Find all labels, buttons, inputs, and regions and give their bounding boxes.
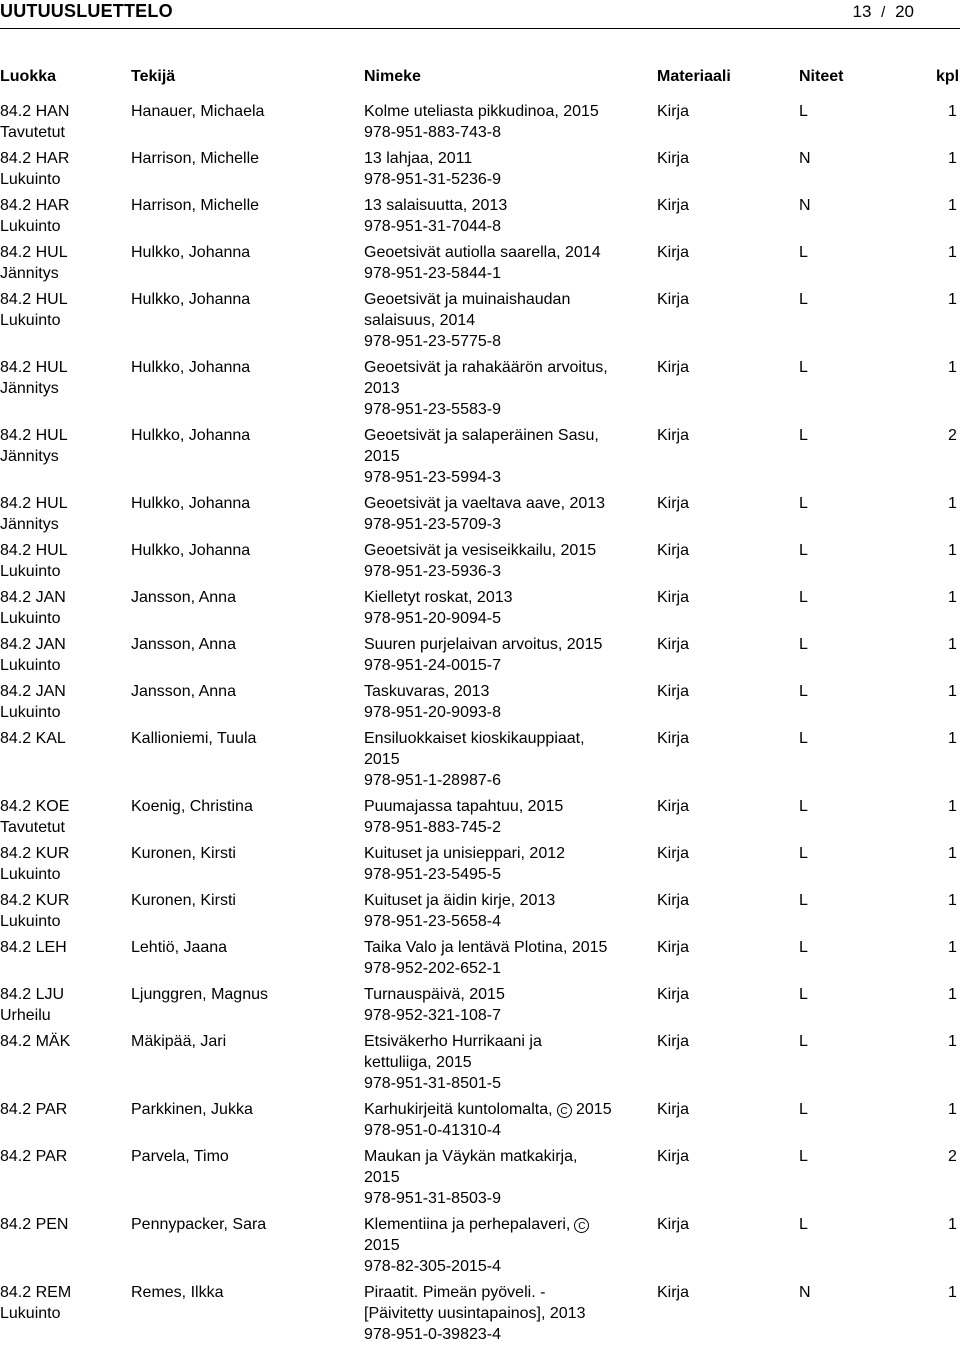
class-code: 84.2 KOE: [0, 798, 70, 815]
class-code: 84.2 JAN: [0, 683, 66, 700]
count-cell: 1: [948, 1033, 957, 1050]
isbn: 978-951-23-5495-5: [364, 866, 501, 883]
copies-type-cell: L: [799, 798, 808, 815]
class-code: 84.2 LJU: [0, 986, 65, 1003]
title-cell: [364, 195, 649, 237]
author-cell: Parvela, Timo: [131, 1148, 229, 1165]
title-line: Suuren purjelaivan arvoitus, 2015: [364, 636, 603, 653]
author-cell: Hulkko, Johanna: [131, 244, 251, 261]
luokka-cell: [0, 890, 120, 932]
luokka-cell: [0, 984, 120, 1026]
material-cell: Kirja: [657, 103, 690, 120]
copies-type-cell: L: [799, 589, 808, 606]
title-cell: [364, 357, 649, 420]
title-line: Ensiluokkaiset kioskikauppiaat,: [364, 730, 585, 747]
luokka-cell: [0, 493, 120, 535]
count-cell: 1: [948, 798, 957, 815]
material-cell: Kirja: [657, 589, 690, 606]
luokka-cell: [0, 540, 120, 582]
material-cell: Kirja: [657, 1216, 690, 1233]
isbn: 978-951-23-5994-3: [364, 469, 501, 486]
title-line: 2015: [364, 1237, 400, 1254]
copies-type-cell: L: [799, 427, 808, 444]
title-cell: [364, 587, 649, 629]
author-cell: Kallioniemi, Tuula: [131, 730, 257, 747]
count-cell: 1: [948, 359, 957, 376]
copyright-icon: C: [557, 1103, 572, 1118]
material-cell: Kirja: [657, 939, 690, 956]
copies-type-cell: L: [799, 291, 808, 308]
author-cell: Jansson, Anna: [131, 683, 236, 700]
luokka-cell: [0, 289, 120, 331]
title-cell: [364, 890, 649, 932]
isbn: 978-952-202-652-1: [364, 960, 501, 977]
page-separator: /: [881, 4, 886, 21]
class-category: Lukuinto: [0, 1305, 61, 1322]
title-line: Turnauspäivä, 2015: [364, 986, 505, 1003]
material-cell: Kirja: [657, 542, 690, 559]
luokka-cell: [0, 796, 120, 838]
class-code: 84.2 MÄK: [0, 1033, 71, 1050]
class-category: Lukuinto: [0, 218, 61, 235]
title-line: Geoetsivät ja muinaishaudan: [364, 291, 571, 308]
count-cell: 1: [948, 1284, 957, 1301]
luokka-cell: [0, 357, 120, 399]
class-code: 84.2 HUL: [0, 359, 68, 376]
copies-type-cell: L: [799, 683, 808, 700]
copies-type-cell: N: [799, 197, 811, 214]
author-cell: Mäkipää, Jari: [131, 1033, 227, 1050]
title-line: Etsiväkerho Hurrikaani ja: [364, 1033, 542, 1050]
class-code: 84.2 PAR: [0, 1101, 68, 1118]
class-code: 84.2 HUL: [0, 291, 68, 308]
title-cell: [364, 493, 649, 535]
title-cell: [364, 1031, 649, 1094]
title-cell: [364, 242, 649, 284]
luokka-cell: [0, 1282, 120, 1324]
author-cell: Hulkko, Johanna: [131, 495, 251, 512]
title-line: Geoetsivät ja vaeltava aave, 2013: [364, 495, 606, 512]
title-cell: [364, 937, 649, 979]
class-code: 84.2 HUL: [0, 542, 68, 559]
class-code: 84.2 LEH: [0, 939, 67, 956]
material-cell: Kirja: [657, 244, 690, 261]
title-line: 2015: [364, 448, 400, 465]
material-cell: Kirja: [657, 197, 690, 214]
class-code: 84.2 HUL: [0, 244, 68, 261]
luokka-cell: [0, 634, 120, 676]
author-cell: Ljunggren, Magnus: [131, 986, 268, 1003]
count-cell: 1: [948, 103, 957, 120]
material-cell: Kirja: [657, 730, 690, 747]
count-cell: 1: [948, 986, 957, 1003]
luokka-cell: [0, 843, 120, 885]
isbn: 978-951-20-9093-8: [364, 704, 501, 721]
luokka-cell: [0, 425, 120, 467]
class-code: 84.2 HAR: [0, 197, 70, 214]
count-cell: 1: [948, 589, 957, 606]
count-cell: 1: [948, 1216, 957, 1233]
count-cell: 1: [948, 683, 957, 700]
author-cell: Hulkko, Johanna: [131, 542, 251, 559]
material-cell: Kirja: [657, 150, 690, 167]
class-code: 84.2 HUL: [0, 495, 68, 512]
isbn: 978-951-31-5236-9: [364, 171, 501, 188]
material-cell: Kirja: [657, 427, 690, 444]
copies-type-cell: L: [799, 1216, 808, 1233]
class-code: 84.2 KUR: [0, 892, 70, 909]
luokka-cell: [0, 1214, 120, 1235]
copies-type-cell: L: [799, 939, 808, 956]
material-cell: Kirja: [657, 986, 690, 1003]
luokka-cell: [0, 1099, 120, 1120]
luokka-cell: [0, 195, 120, 237]
copies-type-cell: N: [799, 150, 811, 167]
count-cell: 1: [948, 1101, 957, 1118]
class-code: 84.2 KAL: [0, 730, 66, 747]
class-category: Jännitys: [0, 516, 59, 533]
author-cell: Hanauer, Michaela: [131, 103, 265, 120]
title-line: [Päivitetty uusintapainos], 2013: [364, 1305, 586, 1322]
count-cell: 1: [948, 244, 957, 261]
count-cell: 1: [948, 636, 957, 653]
copies-type-cell: L: [799, 542, 808, 559]
title-cell: [364, 425, 649, 488]
title-line: Geoetsivät autiolla saarella, 2014: [364, 244, 601, 261]
page-total: 20: [895, 2, 914, 21]
isbn: 978-951-20-9094-5: [364, 610, 501, 627]
copies-type-cell: L: [799, 359, 808, 376]
class-category: Lukuinto: [0, 704, 61, 721]
luokka-cell: [0, 728, 120, 749]
material-cell: Kirja: [657, 1284, 690, 1301]
copyright-icon: C: [574, 1218, 589, 1233]
copies-type-cell: L: [799, 1148, 808, 1165]
title-line: kettuliiga, 2015: [364, 1054, 472, 1071]
copies-type-cell: L: [799, 495, 808, 512]
author-cell: Hulkko, Johanna: [131, 291, 251, 308]
author-cell: Jansson, Anna: [131, 589, 236, 606]
title-line: 13 lahjaa, 2011: [364, 150, 473, 167]
author-cell: Harrison, Michelle: [131, 150, 260, 167]
isbn: 978-951-23-5583-9: [364, 401, 501, 418]
title-cell: [364, 1282, 649, 1345]
material-cell: Kirja: [657, 1148, 690, 1165]
title-cell: [364, 148, 649, 190]
material-cell: Kirja: [657, 291, 690, 308]
author-cell: Jansson, Anna: [131, 636, 236, 653]
luokka-cell: [0, 101, 120, 143]
count-cell: 1: [948, 845, 957, 862]
class-category: Lukuinto: [0, 866, 61, 883]
isbn: 978-951-31-8503-9: [364, 1190, 501, 1207]
material-cell: Kirja: [657, 495, 690, 512]
copies-type-cell: N: [799, 1284, 811, 1301]
class-category: Jännitys: [0, 380, 59, 397]
count-cell: 2: [948, 427, 957, 444]
title-line: Kuituset ja unisieppari, 2012: [364, 845, 566, 862]
isbn: 978-951-23-5775-8: [364, 333, 501, 350]
title-line: salaisuus, 2014: [364, 312, 476, 329]
col-niteet: Niteet: [799, 68, 844, 85]
class-category: Lukuinto: [0, 610, 61, 627]
isbn: 978-951-883-745-2: [364, 819, 501, 836]
author-cell: Kuronen, Kirsti: [131, 892, 236, 909]
author-cell: Hulkko, Johanna: [131, 427, 251, 444]
copies-type-cell: L: [799, 986, 808, 1003]
title-line: Klementiina ja perhepalaveri, C: [364, 1214, 649, 1235]
col-nimeke: Nimeke: [364, 68, 421, 85]
isbn: 978-951-31-7044-8: [364, 218, 501, 235]
class-category: Jännitys: [0, 265, 59, 282]
title-cell: [364, 289, 649, 352]
title-line: Geoetsivät ja rahakäärön arvoitus,: [364, 359, 608, 376]
material-cell: Kirja: [657, 636, 690, 653]
isbn: 978-951-0-41310-4: [364, 1122, 501, 1139]
luokka-cell: [0, 681, 120, 723]
title-line: Piraatit. Pimeän pyöveli. -: [364, 1284, 546, 1301]
luokka-cell: [0, 1031, 120, 1052]
copies-type-cell: L: [799, 1033, 808, 1050]
class-category: Lukuinto: [0, 171, 61, 188]
class-code: 84.2 HAN: [0, 103, 70, 120]
class-code: 84.2 KUR: [0, 845, 70, 862]
isbn: 978-951-0-39823-4: [364, 1326, 501, 1343]
copies-type-cell: L: [799, 892, 808, 909]
material-cell: Kirja: [657, 359, 690, 376]
luokka-cell: [0, 242, 120, 284]
author-cell: Harrison, Michelle: [131, 197, 260, 214]
page-current: 13: [852, 2, 872, 21]
title-cell: [364, 796, 649, 838]
class-category: Urheilu: [0, 1007, 51, 1024]
title-line: 2015: [364, 751, 400, 768]
col-materiaali: Materiaali: [657, 68, 731, 85]
title-line: Karhukirjeitä kuntolomalta, C 2015: [364, 1101, 612, 1118]
luokka-cell: [0, 148, 120, 190]
title-line: 2015: [364, 1169, 400, 1186]
isbn: 978-951-883-743-8: [364, 124, 501, 141]
title-line: Kuituset ja äidin kirje, 2013: [364, 892, 556, 909]
copies-type-cell: L: [799, 730, 808, 747]
title-cell: [364, 1214, 649, 1277]
author-cell: Pennypacker, Sara: [131, 1216, 267, 1233]
material-cell: Kirja: [657, 1101, 690, 1118]
author-cell: Kuronen, Kirsti: [131, 845, 236, 862]
title-line: Puumajassa tapahtuu, 2015: [364, 798, 564, 815]
luokka-cell: [0, 587, 120, 629]
class-code: 84.2 PAR: [0, 1148, 68, 1165]
col-kpl: kpl: [936, 68, 960, 85]
copies-type-cell: L: [799, 636, 808, 653]
class-category: Lukuinto: [0, 657, 61, 674]
title-line: Taika Valo ja lentävä Plotina, 2015: [364, 939, 608, 956]
copies-type-cell: L: [799, 244, 808, 261]
title-cell: [364, 634, 649, 676]
material-cell: Kirja: [657, 892, 690, 909]
title-line: Kolme uteliasta pikkudinoa, 2015: [364, 103, 599, 120]
title-line: Geoetsivät ja vesiseikkailu, 2015: [364, 542, 597, 559]
count-cell: 1: [948, 150, 957, 167]
title-cell: [364, 728, 649, 791]
class-category: Tavutetut: [0, 819, 65, 836]
material-cell: Kirja: [657, 1033, 690, 1050]
material-cell: Kirja: [657, 845, 690, 862]
title-line: Geoetsivät ja salaperäinen Sasu,: [364, 427, 599, 444]
copies-type-cell: L: [799, 103, 808, 120]
class-code: 84.2 HAR: [0, 150, 70, 167]
copies-type-cell: L: [799, 845, 808, 862]
title-cell: [364, 540, 649, 582]
title-line: Taskuvaras, 2013: [364, 683, 490, 700]
class-category: Tavutetut: [0, 124, 65, 141]
title-cell: [364, 681, 649, 723]
isbn: 978-951-24-0015-7: [364, 657, 501, 674]
author-cell: Lehtiö, Jaana: [131, 939, 228, 956]
title-line: 2013: [364, 380, 400, 397]
count-cell: 1: [948, 730, 957, 747]
title-line: 13 salaisuutta, 2013: [364, 197, 508, 214]
isbn: 978-951-23-5844-1: [364, 265, 501, 282]
luokka-cell: [0, 1146, 120, 1167]
isbn: 978-82-305-2015-4: [364, 1258, 501, 1275]
catalog-title: UUTUUSLUETTELO: [0, 1, 173, 21]
title-cell: [364, 1146, 649, 1209]
title-cell: [364, 984, 649, 1026]
author-cell: Remes, Ilkka: [131, 1284, 224, 1301]
count-cell: 1: [948, 291, 957, 308]
author-cell: Koenig, Christina: [131, 798, 253, 815]
isbn: 978-951-23-5709-3: [364, 516, 501, 533]
luokka-cell: [0, 937, 120, 958]
title-line: Maukan ja Väykän matkakirja,: [364, 1148, 578, 1165]
isbn: 978-951-1-28987-6: [364, 772, 501, 789]
title-cell: [364, 843, 649, 885]
material-cell: Kirja: [657, 683, 690, 700]
title-cell: [364, 101, 649, 143]
col-tekija: Tekijä: [131, 68, 176, 85]
title-line: Kielletyt roskat, 2013: [364, 589, 513, 606]
class-code: 84.2 REM: [0, 1284, 72, 1301]
count-cell: 1: [948, 495, 957, 512]
class-category: Lukuinto: [0, 312, 61, 329]
class-code: 84.2 PEN: [0, 1216, 69, 1233]
isbn: 978-951-31-8501-5: [364, 1075, 501, 1092]
isbn: 978-951-23-5658-4: [364, 913, 501, 930]
col-luokka: Luokka: [0, 68, 57, 85]
count-cell: 1: [948, 197, 957, 214]
class-category: Lukuinto: [0, 913, 61, 930]
count-cell: 1: [948, 892, 957, 909]
author-cell: Hulkko, Johanna: [131, 359, 251, 376]
isbn: 978-951-23-5936-3: [364, 563, 501, 580]
class-code: 84.2 JAN: [0, 636, 66, 653]
class-code: 84.2 JAN: [0, 589, 66, 606]
count-cell: 1: [948, 542, 957, 559]
title-cell: [364, 1099, 649, 1141]
class-category: Jännitys: [0, 448, 59, 465]
count-cell: 2: [948, 1148, 957, 1165]
count-cell: 1: [948, 939, 957, 956]
isbn: 978-952-321-108-7: [364, 1007, 501, 1024]
material-cell: Kirja: [657, 798, 690, 815]
class-code: 84.2 HUL: [0, 427, 68, 444]
author-cell: Parkkinen, Jukka: [131, 1101, 253, 1118]
class-category: Lukuinto: [0, 563, 61, 580]
copies-type-cell: L: [799, 1101, 808, 1118]
